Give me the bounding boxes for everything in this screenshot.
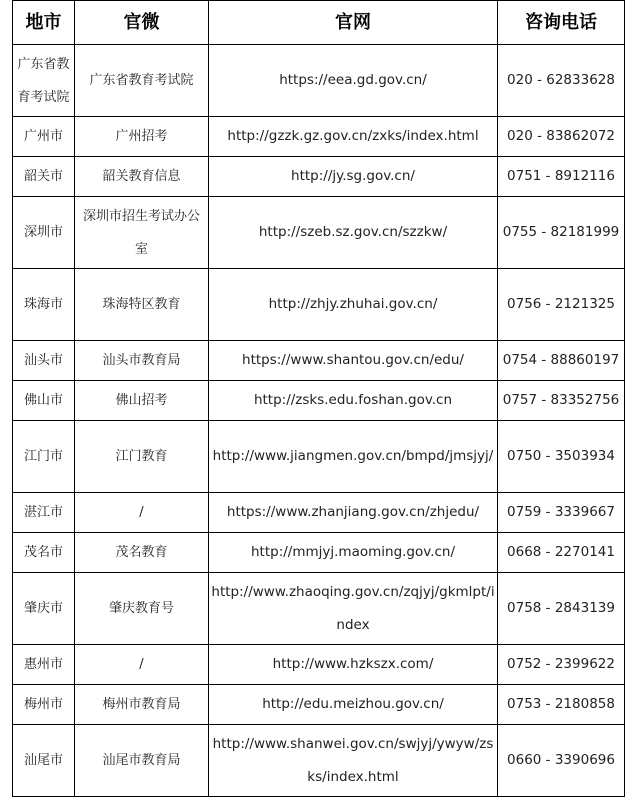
table-row xyxy=(13,381,625,421)
phone-cell: 020 - 83862072 xyxy=(498,117,625,157)
table-row xyxy=(13,493,625,533)
wechat-cell: 梅州市教育局 xyxy=(75,685,209,725)
wechat-cell: 韶关教育信息 xyxy=(75,157,209,197)
table-row xyxy=(13,725,625,797)
phone-cell: 0758 - 2843139 xyxy=(498,573,625,645)
website-link[interactable]: http://www.jiangmen.gov.cn/bmpd/jmsjyj/ xyxy=(209,421,498,493)
wechat-cell: 江门教育 xyxy=(75,421,209,493)
phone-cell: 0755 - 82181999 xyxy=(498,197,625,269)
wechat-cell: / xyxy=(75,645,209,685)
table-row xyxy=(13,341,625,381)
city-cell: 广东省教育考试院 xyxy=(13,45,75,117)
wechat-cell: 汕头市教育局 xyxy=(75,341,209,381)
phone-cell: 0757 - 83352756 xyxy=(498,381,625,421)
city-cell: 深圳市 xyxy=(13,197,75,269)
website-link[interactable]: http://edu.meizhou.gov.cn/ xyxy=(209,685,498,725)
wechat-cell: 汕尾市教育局 xyxy=(75,725,209,797)
city-cell: 梅州市 xyxy=(13,685,75,725)
website-link[interactable]: http://www.zhaoqing.gov.cn/zqjyj/gkmlpt/index xyxy=(209,573,498,645)
table-row xyxy=(13,269,625,341)
wechat-cell: 肇庆教育号 xyxy=(75,573,209,645)
table-row xyxy=(13,197,625,269)
city-cell: 肇庆市 xyxy=(13,573,75,645)
city-cell: 湛江市 xyxy=(13,493,75,533)
city-cell: 广州市 xyxy=(13,117,75,157)
city-cell: 汕尾市 xyxy=(13,725,75,797)
phone-cell: 0754 - 88860197 xyxy=(498,341,625,381)
table-row xyxy=(13,45,625,117)
website-link[interactable]: http://gzzk.gz.gov.cn/zxks/index.html xyxy=(209,117,498,157)
table-row xyxy=(13,117,625,157)
city-cell: 汕头市 xyxy=(13,341,75,381)
phone-cell: 0752 - 2399622 xyxy=(498,645,625,685)
city-cell: 佛山市 xyxy=(13,381,75,421)
website-link[interactable]: http://zsks.edu.foshan.gov.cn xyxy=(209,381,498,421)
website-link[interactable]: http://szeb.sz.gov.cn/szzkw/ xyxy=(209,197,498,269)
phone-cell: 0660 - 3390696 xyxy=(498,725,625,797)
website-link[interactable]: http://jy.sg.gov.cn/ xyxy=(209,157,498,197)
website-link[interactable]: https://www.shantou.gov.cn/edu/ xyxy=(209,341,498,381)
phone-cell: 0751 - 8912116 xyxy=(498,157,625,197)
phone-cell: 020 - 62833628 xyxy=(498,45,625,117)
city-cell: 江门市 xyxy=(13,421,75,493)
table-row xyxy=(13,157,625,197)
phone-cell: 0750 - 3503934 xyxy=(498,421,625,493)
table-row xyxy=(13,573,625,645)
wechat-cell: 广州招考 xyxy=(75,117,209,157)
table-row xyxy=(13,421,625,493)
city-cell: 茂名市 xyxy=(13,533,75,573)
wechat-cell: 广东省教育考试院 xyxy=(75,45,209,117)
wechat-cell: 佛山招考 xyxy=(75,381,209,421)
table-row xyxy=(13,645,625,685)
contact-table xyxy=(12,0,625,797)
wechat-cell: / xyxy=(75,493,209,533)
header-city: 地市 xyxy=(13,1,75,45)
header-website: 官网 xyxy=(209,1,498,45)
phone-cell: 0756 - 2121325 xyxy=(498,269,625,341)
city-cell: 珠海市 xyxy=(13,269,75,341)
phone-cell: 0668 - 2270141 xyxy=(498,533,625,573)
table-row xyxy=(13,685,625,725)
website-link[interactable]: http://www.hzkszx.com/ xyxy=(209,645,498,685)
header-wechat: 官微 xyxy=(75,1,209,45)
phone-cell: 0759 - 3339667 xyxy=(498,493,625,533)
city-cell: 韶关市 xyxy=(13,157,75,197)
phone-cell: 0753 - 2180858 xyxy=(498,685,625,725)
website-link[interactable]: http://www.shanwei.gov.cn/swjyj/ywyw/zsks/index.html xyxy=(209,725,498,797)
wechat-cell: 珠海特区教育 xyxy=(75,269,209,341)
website-link[interactable]: https://eea.gd.gov.cn/ xyxy=(209,45,498,117)
header-row xyxy=(13,1,625,45)
table-row xyxy=(13,533,625,573)
city-cell: 惠州市 xyxy=(13,645,75,685)
website-link[interactable]: https://www.zhanjiang.gov.cn/zhjedu/ xyxy=(209,493,498,533)
header-phone: 咨询电话 xyxy=(498,1,625,45)
wechat-cell: 深圳市招生考试办公室 xyxy=(75,197,209,269)
website-link[interactable]: http://mmjyj.maoming.gov.cn/ xyxy=(209,533,498,573)
wechat-cell: 茂名教育 xyxy=(75,533,209,573)
website-link[interactable]: http://zhjy.zhuhai.gov.cn/ xyxy=(209,269,498,341)
